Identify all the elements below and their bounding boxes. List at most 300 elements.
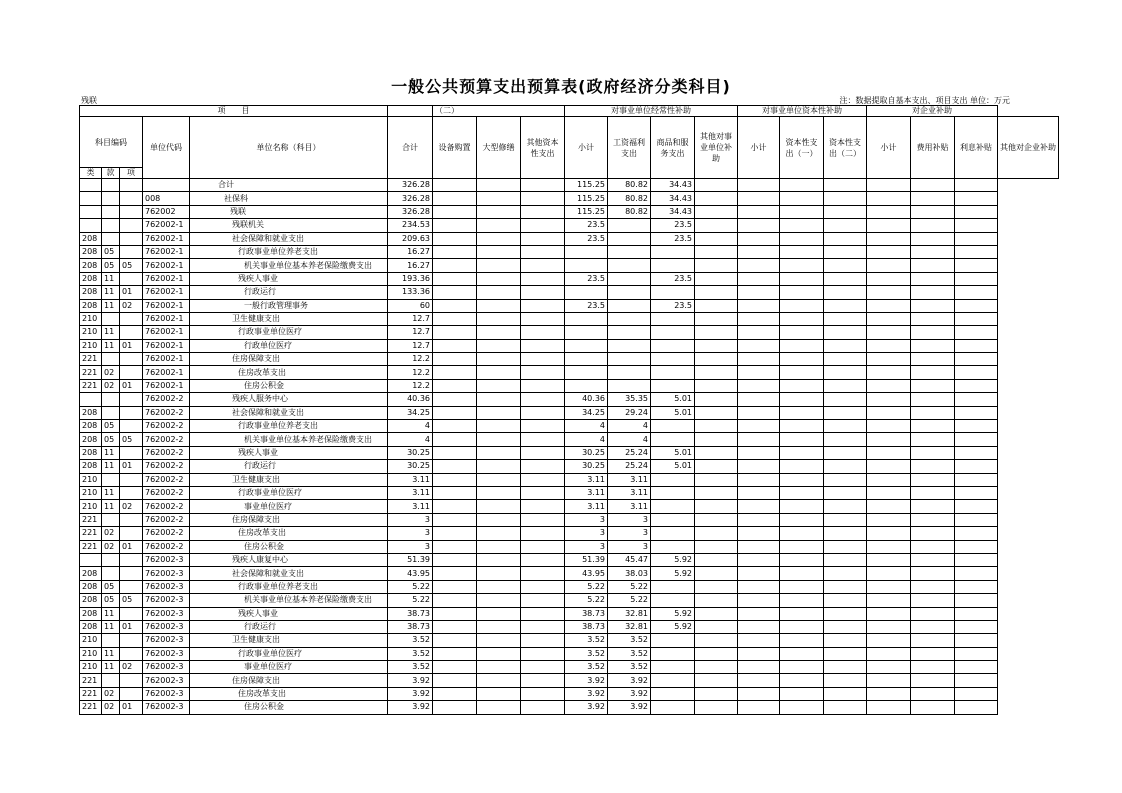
cell-goods: [651, 420, 695, 433]
cell-goods: [651, 366, 695, 379]
cell-subtotal-1: [565, 326, 608, 339]
cell-fee: [911, 620, 955, 633]
cell-unit-code: 762002-2: [143, 420, 190, 433]
cell-subtotal-3: [867, 527, 911, 540]
cell-repair: [477, 486, 521, 499]
cell-unit-code: 762002-2: [143, 460, 190, 473]
table-row: [80, 353, 1059, 366]
cell-fee: [911, 567, 955, 580]
cell-equip: [433, 701, 477, 714]
cell-fee: [911, 647, 955, 660]
cell-repair: [477, 620, 521, 633]
cell-subtotal-1: 115.25: [565, 179, 608, 192]
cell-other-cap: [521, 661, 565, 674]
cell-other-shiye: [695, 513, 738, 526]
cell-subtotal-2: [738, 232, 780, 245]
cell-subtotal-1: [565, 286, 608, 299]
cell-unit-name: 卫生健康支出: [190, 312, 388, 325]
table-row: [80, 366, 1059, 379]
table-row: [80, 379, 1059, 392]
cell-other-qiye: [955, 312, 998, 325]
cell-unit-code: 762002-2: [143, 527, 190, 540]
cell-unit-name: 行政运行: [190, 286, 388, 299]
cell-other-shiye: [695, 580, 738, 593]
cell-cap-1: [780, 232, 824, 245]
table-row: [80, 272, 1059, 285]
cell-equip: [433, 527, 477, 540]
cell-unit-code: 762002-1: [143, 366, 190, 379]
cell-cap-2: [824, 286, 867, 299]
cell-other-cap: [521, 513, 565, 526]
cell-subtotal-1: [565, 339, 608, 352]
cell-subtotal-3: [867, 272, 911, 285]
header-group-two: （二）: [433, 106, 565, 117]
cell-unit-code: 762002-1: [143, 312, 190, 325]
cell-other-cap: [521, 339, 565, 352]
cell-unit-code: [143, 179, 190, 192]
cell-subtotal-3: [867, 393, 911, 406]
cell-repair: [477, 192, 521, 205]
table-row: [80, 500, 1059, 513]
cell-xiang: [120, 420, 143, 433]
cell-unit-name: 社会保障和就业支出: [190, 232, 388, 245]
cell-equip: [433, 420, 477, 433]
cell-goods: [651, 540, 695, 553]
cell-kuan: [102, 513, 120, 526]
header-wage: 工资福利支出: [608, 117, 651, 179]
cell-other-shiye: [695, 634, 738, 647]
cell-unit-name: 残疾人康复中心: [190, 553, 388, 566]
cell-equip: [433, 353, 477, 366]
cell-cap-2: [824, 540, 867, 553]
cell-xiang: [120, 527, 143, 540]
cell-goods: [651, 647, 695, 660]
cell-fee: [911, 446, 955, 459]
header-total: 合计: [388, 117, 433, 179]
cell-subtotal-2: [738, 527, 780, 540]
cell-wage: 3.92: [608, 687, 651, 700]
cell-subtotal-1: 23.5: [565, 219, 608, 232]
cell-unit-name: 住房保障支出: [190, 513, 388, 526]
cell-equip: [433, 647, 477, 660]
cell-lei: 221: [80, 527, 102, 540]
header-cap-2: 资本性支出（二）: [824, 117, 867, 179]
cell-subtotal-2: [738, 620, 780, 633]
cell-xiang: [120, 326, 143, 339]
cell-fee: [911, 312, 955, 325]
cell-repair: [477, 513, 521, 526]
cell-goods: 23.5: [651, 272, 695, 285]
cell-lei: 210: [80, 634, 102, 647]
cell-xiang: 02: [120, 500, 143, 513]
cell-other-cap: [521, 473, 565, 486]
cell-subtotal-1: 115.25: [565, 205, 608, 218]
cell-unit-name: 行政事业单位养老支出: [190, 420, 388, 433]
cell-subtotal-3: [867, 219, 911, 232]
cell-subtotal-2: [738, 406, 780, 419]
cell-other-qiye: [955, 406, 998, 419]
cell-fee: [911, 326, 955, 339]
cell-goods: [651, 580, 695, 593]
cell-goods: [651, 661, 695, 674]
cell-cap-2: [824, 393, 867, 406]
cell-repair: [477, 299, 521, 312]
cell-subtotal-3: [867, 433, 911, 446]
cell-other-shiye: [695, 259, 738, 272]
cell-unit-name: 残疾人事业: [190, 607, 388, 620]
cell-subtotal-3: [867, 312, 911, 325]
cell-kuan: 05: [102, 259, 120, 272]
cell-subtotal-1: 23.5: [565, 232, 608, 245]
cell-total: 3: [388, 513, 433, 526]
cell-xiang: [120, 446, 143, 459]
cell-other-cap: [521, 594, 565, 607]
cell-xiang: [120, 674, 143, 687]
cell-unit-code: 762002-2: [143, 486, 190, 499]
cell-unit-code: 762002-1: [143, 299, 190, 312]
cell-equip: [433, 553, 477, 566]
cell-unit-name: 行政运行: [190, 460, 388, 473]
cell-other-qiye: [955, 393, 998, 406]
cell-unit-code: 762002-1: [143, 219, 190, 232]
cell-xiang: 01: [120, 701, 143, 714]
cell-wage: [608, 245, 651, 258]
cell-repair: [477, 286, 521, 299]
cell-equip: [433, 687, 477, 700]
cell-goods: [651, 353, 695, 366]
table-row: [80, 620, 1059, 633]
cell-subtotal-1: 3.92: [565, 674, 608, 687]
cell-cap-2: [824, 607, 867, 620]
cell-fee: [911, 379, 955, 392]
cell-subtotal-3: [867, 513, 911, 526]
cell-other-cap: [521, 286, 565, 299]
cell-lei: 208: [80, 245, 102, 258]
cell-fee: [911, 500, 955, 513]
cell-repair: [477, 634, 521, 647]
cell-subtotal-3: [867, 473, 911, 486]
cell-unit-code: 762002-1: [143, 326, 190, 339]
cell-goods: [651, 326, 695, 339]
cell-xiang: 01: [120, 339, 143, 352]
cell-other-cap: [521, 486, 565, 499]
cell-xiang: 01: [120, 286, 143, 299]
cell-subtotal-3: [867, 205, 911, 218]
cell-unit-code: 762002-1: [143, 232, 190, 245]
cell-subtotal-2: [738, 500, 780, 513]
cell-wage: [608, 286, 651, 299]
cell-subtotal-3: [867, 567, 911, 580]
cell-fee: [911, 607, 955, 620]
cell-fee: [911, 245, 955, 258]
cell-other-qiye: [955, 232, 998, 245]
cell-other-qiye: [955, 446, 998, 459]
cell-wage: 3.11: [608, 500, 651, 513]
cell-subtotal-1: 115.25: [565, 192, 608, 205]
cell-other-shiye: [695, 486, 738, 499]
cell-other-shiye: [695, 420, 738, 433]
cell-unit-name: 社会保障和就业支出: [190, 406, 388, 419]
cell-unit-code: 762002-1: [143, 259, 190, 272]
cell-cap-2: [824, 527, 867, 540]
cell-wage: 3.52: [608, 634, 651, 647]
cell-equip: [433, 473, 477, 486]
cell-repair: [477, 326, 521, 339]
cell-cap-1: [780, 500, 824, 513]
cell-lei: 208: [80, 232, 102, 245]
cell-xiang: [120, 406, 143, 419]
cell-kuan: [102, 406, 120, 419]
cell-wage: 32.81: [608, 607, 651, 620]
cell-cap-2: [824, 701, 867, 714]
cell-other-shiye: [695, 607, 738, 620]
cell-fee: [911, 433, 955, 446]
cell-wage: 3.92: [608, 674, 651, 687]
cell-kuan: 05: [102, 580, 120, 593]
cell-kuan: 02: [102, 701, 120, 714]
cell-kuan: 11: [102, 326, 120, 339]
cell-equip: [433, 674, 477, 687]
cell-xiang: [120, 219, 143, 232]
cell-total: 5.22: [388, 594, 433, 607]
cell-lei: 208: [80, 620, 102, 633]
cell-goods: 34.43: [651, 192, 695, 205]
cell-goods: [651, 433, 695, 446]
cell-cap-2: [824, 513, 867, 526]
cell-other-cap: [521, 607, 565, 620]
cell-kuan: [102, 192, 120, 205]
cell-total: 51.39: [388, 553, 433, 566]
header-subtotal-2: 小计: [738, 117, 780, 179]
table-row: [80, 661, 1059, 674]
cell-subtotal-3: [867, 647, 911, 660]
cell-subtotal-3: [867, 607, 911, 620]
cell-repair: [477, 553, 521, 566]
cell-other-shiye: [695, 393, 738, 406]
cell-cap-2: [824, 205, 867, 218]
cell-goods: 5.01: [651, 406, 695, 419]
cell-repair: [477, 205, 521, 218]
cell-other-shiye: [695, 232, 738, 245]
cell-equip: [433, 594, 477, 607]
cell-fee: [911, 393, 955, 406]
cell-other-cap: [521, 553, 565, 566]
cell-goods: 5.01: [651, 460, 695, 473]
cell-unit-name: 社会保障和就业支出: [190, 567, 388, 580]
cell-cap-1: [780, 580, 824, 593]
cell-other-shiye: [695, 286, 738, 299]
cell-xiang: 01: [120, 540, 143, 553]
cell-goods: 23.5: [651, 219, 695, 232]
cell-total: 3.92: [388, 701, 433, 714]
cell-equip: [433, 299, 477, 312]
table-row: [80, 701, 1059, 714]
cell-kuan: 11: [102, 607, 120, 620]
cell-fee: [911, 366, 955, 379]
cell-total: 3.92: [388, 687, 433, 700]
cell-total: 38.73: [388, 607, 433, 620]
cell-xiang: [120, 553, 143, 566]
table-row: [80, 473, 1059, 486]
cell-equip: [433, 580, 477, 593]
cell-cap-1: [780, 406, 824, 419]
cell-subtotal-1: [565, 259, 608, 272]
cell-unit-name: 事业单位医疗: [190, 661, 388, 674]
cell-kuan: [102, 232, 120, 245]
cell-total: 12.2: [388, 353, 433, 366]
cell-cap-1: [780, 607, 824, 620]
cell-subtotal-1: 30.25: [565, 446, 608, 459]
cell-equip: [433, 245, 477, 258]
cell-unit-name: 残疾人事业: [190, 446, 388, 459]
cell-equip: [433, 326, 477, 339]
cell-wage: 5.22: [608, 594, 651, 607]
cell-cap-2: [824, 312, 867, 325]
cell-unit-name: 机关事业单位基本养老保险缴费支出: [190, 433, 388, 446]
cell-other-shiye: [695, 272, 738, 285]
header-item: 项 目: [80, 106, 388, 117]
cell-unit-code: 762002-3: [143, 553, 190, 566]
cell-subtotal-2: [738, 607, 780, 620]
cell-kuan: 11: [102, 647, 120, 660]
cell-repair: [477, 567, 521, 580]
cell-unit-name: 住房公积金: [190, 701, 388, 714]
cell-cap-2: [824, 299, 867, 312]
cell-total: 4: [388, 420, 433, 433]
cell-cap-2: [824, 232, 867, 245]
table-row: [80, 553, 1059, 566]
cell-other-qiye: [955, 205, 998, 218]
cell-repair: [477, 687, 521, 700]
cell-xiang: [120, 232, 143, 245]
cell-repair: [477, 580, 521, 593]
cell-other-qiye: [955, 486, 998, 499]
cell-kuan: [102, 567, 120, 580]
cell-wage: 4: [608, 420, 651, 433]
cell-xiang: [120, 393, 143, 406]
cell-other-shiye: [695, 473, 738, 486]
table-row: [80, 540, 1059, 553]
cell-fee: [911, 259, 955, 272]
cell-repair: [477, 701, 521, 714]
cell-wage: [608, 339, 651, 352]
cell-kuan: 11: [102, 299, 120, 312]
cell-wage: 4: [608, 433, 651, 446]
header-other-cap: 其他资本性支出: [521, 117, 565, 179]
cell-other-shiye: [695, 553, 738, 566]
cell-other-shiye: [695, 179, 738, 192]
cell-other-cap: [521, 205, 565, 218]
cell-xiang: [120, 179, 143, 192]
cell-cap-2: [824, 179, 867, 192]
cell-cap-2: [824, 446, 867, 459]
cell-unit-name: 残疾人服务中心: [190, 393, 388, 406]
cell-unit-code: 762002-1: [143, 379, 190, 392]
cell-other-qiye: [955, 339, 998, 352]
cell-total: 3: [388, 527, 433, 540]
header-equip: 设备购置: [433, 117, 477, 179]
cell-unit-name: 行政事业单位养老支出: [190, 245, 388, 258]
cell-total: 16.27: [388, 259, 433, 272]
cell-cap-2: [824, 553, 867, 566]
cell-kuan: 05: [102, 594, 120, 607]
cell-unit-code: 762002-3: [143, 607, 190, 620]
cell-equip: [433, 366, 477, 379]
cell-kuan: 02: [102, 379, 120, 392]
cell-subtotal-3: [867, 580, 911, 593]
cell-kuan: [102, 553, 120, 566]
cell-kuan: [102, 634, 120, 647]
cell-unit-code: 762002-1: [143, 339, 190, 352]
header-unit-name: 单位名称（科目）: [190, 117, 388, 179]
cell-subtotal-1: 3: [565, 540, 608, 553]
cell-goods: [651, 500, 695, 513]
table-row: [80, 420, 1059, 433]
cell-total: 326.28: [388, 205, 433, 218]
cell-goods: [651, 594, 695, 607]
cell-kuan: 11: [102, 486, 120, 499]
cell-kuan: 11: [102, 286, 120, 299]
cell-lei: 208: [80, 406, 102, 419]
cell-other-qiye: [955, 674, 998, 687]
cell-subtotal-2: [738, 473, 780, 486]
cell-unit-name: 住房公积金: [190, 379, 388, 392]
cell-unit-name: 行政事业单位医疗: [190, 647, 388, 660]
cell-goods: 23.5: [651, 299, 695, 312]
cell-cap-1: [780, 219, 824, 232]
cell-kuan: [102, 205, 120, 218]
cell-subtotal-1: 3.11: [565, 486, 608, 499]
cell-other-qiye: [955, 647, 998, 660]
cell-subtotal-2: [738, 179, 780, 192]
cell-subtotal-3: [867, 339, 911, 352]
cell-cap-1: [780, 687, 824, 700]
cell-wage: 3.52: [608, 647, 651, 660]
cell-total: 16.27: [388, 245, 433, 258]
cell-goods: [651, 286, 695, 299]
cell-goods: [651, 527, 695, 540]
cell-other-cap: [521, 540, 565, 553]
cell-total: 40.36: [388, 393, 433, 406]
cell-equip: [433, 259, 477, 272]
cell-total: 326.28: [388, 179, 433, 192]
cell-fee: [911, 513, 955, 526]
cell-kuan: 05: [102, 245, 120, 258]
cell-other-shiye: [695, 620, 738, 633]
cell-other-cap: [521, 326, 565, 339]
cell-unit-code: 762002-2: [143, 513, 190, 526]
cell-kuan: [102, 473, 120, 486]
cell-goods: 5.92: [651, 567, 695, 580]
cell-wage: 3.52: [608, 661, 651, 674]
cell-unit-code: 008: [143, 192, 190, 205]
cell-lei: [80, 393, 102, 406]
cell-unit-code: 762002-1: [143, 353, 190, 366]
cell-kuan: 11: [102, 620, 120, 633]
cell-kuan: 11: [102, 460, 120, 473]
cell-cap-2: [824, 620, 867, 633]
cell-repair: [477, 500, 521, 513]
cell-cap-2: [824, 259, 867, 272]
cell-subtotal-1: 3.11: [565, 473, 608, 486]
cell-equip: [433, 179, 477, 192]
header-goods: 商品和服务支出: [651, 117, 695, 179]
budget-table: [79, 105, 1059, 715]
cell-fee: [911, 553, 955, 566]
cell-unit-code: 762002-2: [143, 406, 190, 419]
cell-other-cap: [521, 674, 565, 687]
cell-other-qiye: [955, 513, 998, 526]
